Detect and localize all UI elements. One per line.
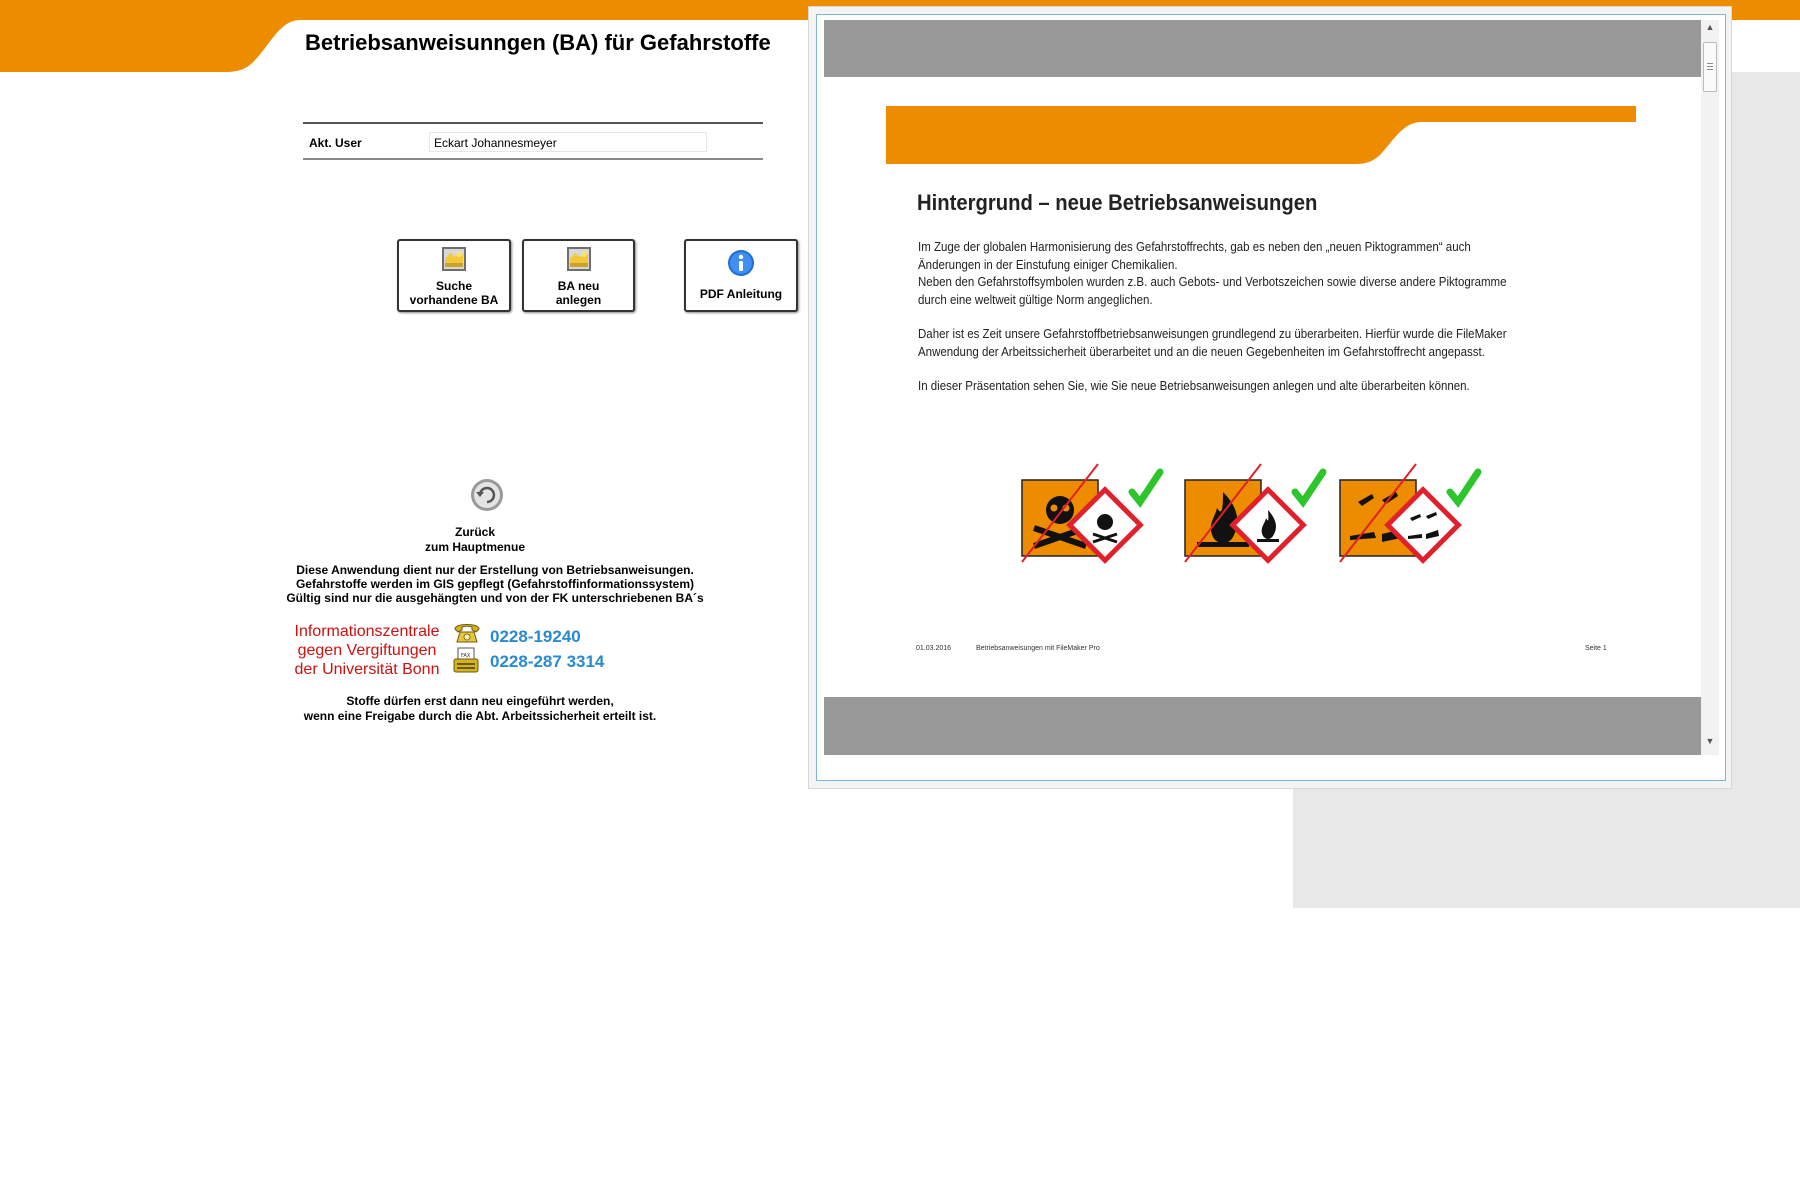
viewer-bottom-margin xyxy=(824,697,1701,755)
approval-note xyxy=(250,694,710,724)
scrollbar-thumb[interactable] xyxy=(1703,42,1717,92)
slide-paragraph-1b: Neben den Gefahrstoffsymbolen wurden z.B. auch Gebots- und Verbotszeichen sowie diverse andere Piktogramme durch eine weltweit gültige Norm angeglichen. xyxy=(918,275,1507,307)
scroll-down-arrow-icon[interactable]: ▼ xyxy=(1705,736,1715,746)
slide-banner xyxy=(886,106,1636,164)
viewer-scrollbar[interactable] xyxy=(1701,20,1719,755)
corrosive-pictogram-icon xyxy=(1338,462,1498,582)
info-icon xyxy=(727,249,755,277)
pdf-button-label: PDF Anleitung xyxy=(699,287,783,301)
search-existing-ba-button[interactable] xyxy=(397,239,511,312)
current-user-field[interactable]: Eckart Johannesmeyer xyxy=(429,132,707,152)
new-button-line1: BA neu xyxy=(557,279,600,293)
search-button-line1: Suche xyxy=(435,279,472,293)
slide-body xyxy=(918,239,1525,413)
slide-paragraph-3: In dieser Präsentation sehen Sie, wie Sie neue Betriebsanweisungen anlegen und alte überarbeiten können. xyxy=(918,379,1470,393)
slide-paragraph-1a: Im Zuge der globalen Harmonisierung des Gefahrstoffrechts, gab es neben den „neuen Piktogrammen“ auch Änderungen in der Einstufung einiger Chemikalien. xyxy=(918,240,1471,272)
back-to-main-menu-label[interactable] xyxy=(400,525,550,555)
svg-text:FAX: FAX xyxy=(461,653,471,659)
back-arrow-icon[interactable] xyxy=(470,478,504,512)
slide-footer-title: Betriebsanweisungen mit FileMaker Pro xyxy=(976,645,1100,652)
current-user-label: Akt. User xyxy=(309,136,362,150)
info-text xyxy=(250,563,740,605)
page-title: Betriebsanweisunngen (BA) für Gefahrstoffe xyxy=(305,30,771,55)
slide-footer-page: Seite 1 xyxy=(1585,645,1607,652)
ba-folder-icon xyxy=(440,245,468,273)
slide-footer-date: 01.03.2016 xyxy=(916,645,952,652)
current-user-row xyxy=(303,122,763,160)
toxic-pictogram-icon xyxy=(1020,462,1180,582)
back-label-line2: zum Hauptmenue xyxy=(424,540,525,554)
new-ba-button[interactable] xyxy=(522,239,635,312)
phone-icon xyxy=(452,620,482,644)
viewer-top-margin xyxy=(824,20,1701,77)
slide-title: Hintergrund – neue Betriebsanweisungen xyxy=(917,190,1318,215)
note-line2: wenn eine Freigabe durch die Abt. Arbeitssicherheit erteilt ist. xyxy=(303,709,657,723)
flammable-pictogram-icon xyxy=(1183,462,1343,582)
info-line-2: Gefahrstoffe werden im GIS gepflegt (Gefahrstoffinformationssystem) xyxy=(295,577,695,591)
pdf-manual-button[interactable] xyxy=(684,239,798,312)
ba-folder-icon xyxy=(565,245,593,273)
new-button-line2: anlegen xyxy=(555,293,602,307)
fax-icon xyxy=(452,646,480,674)
poison-center-line1: Informationszentrale xyxy=(294,623,440,640)
info-line-1: Diese Anwendung dient nur der Erstellung von Betriebsanweisungen. xyxy=(296,563,694,577)
info-line-3: Gültig sind nur die ausgehängten und von der FK unterschriebenen BA´s xyxy=(286,591,704,605)
search-button-line2: vorhandene BA xyxy=(409,293,499,307)
poison-center-line3: der Universität Bonn xyxy=(294,661,440,678)
note-line1: Stoffe dürfen erst dann neu eingeführt werden, xyxy=(346,694,614,708)
slide-paragraph-2: Daher ist es Zeit unsere Gefahrstoffbetriebsanweisungen grundlegend zu überarbeiten. Hierfür wurde die FileMaker Anwendung der Arbeitssicherheit überarbeitet und an die neuen Gegebenheiten im Gefahrstoffrecht angepasst. xyxy=(918,327,1507,359)
fax-number: 0228-287 3314 xyxy=(490,652,605,671)
scroll-up-arrow-icon[interactable]: ▲ xyxy=(1705,22,1715,32)
poison-center-label xyxy=(282,622,452,679)
phone-number: 0228-19240 xyxy=(490,627,581,646)
back-label-line1: Zurück xyxy=(454,525,495,539)
poison-center-line2: gegen Vergiftungen xyxy=(297,642,437,659)
